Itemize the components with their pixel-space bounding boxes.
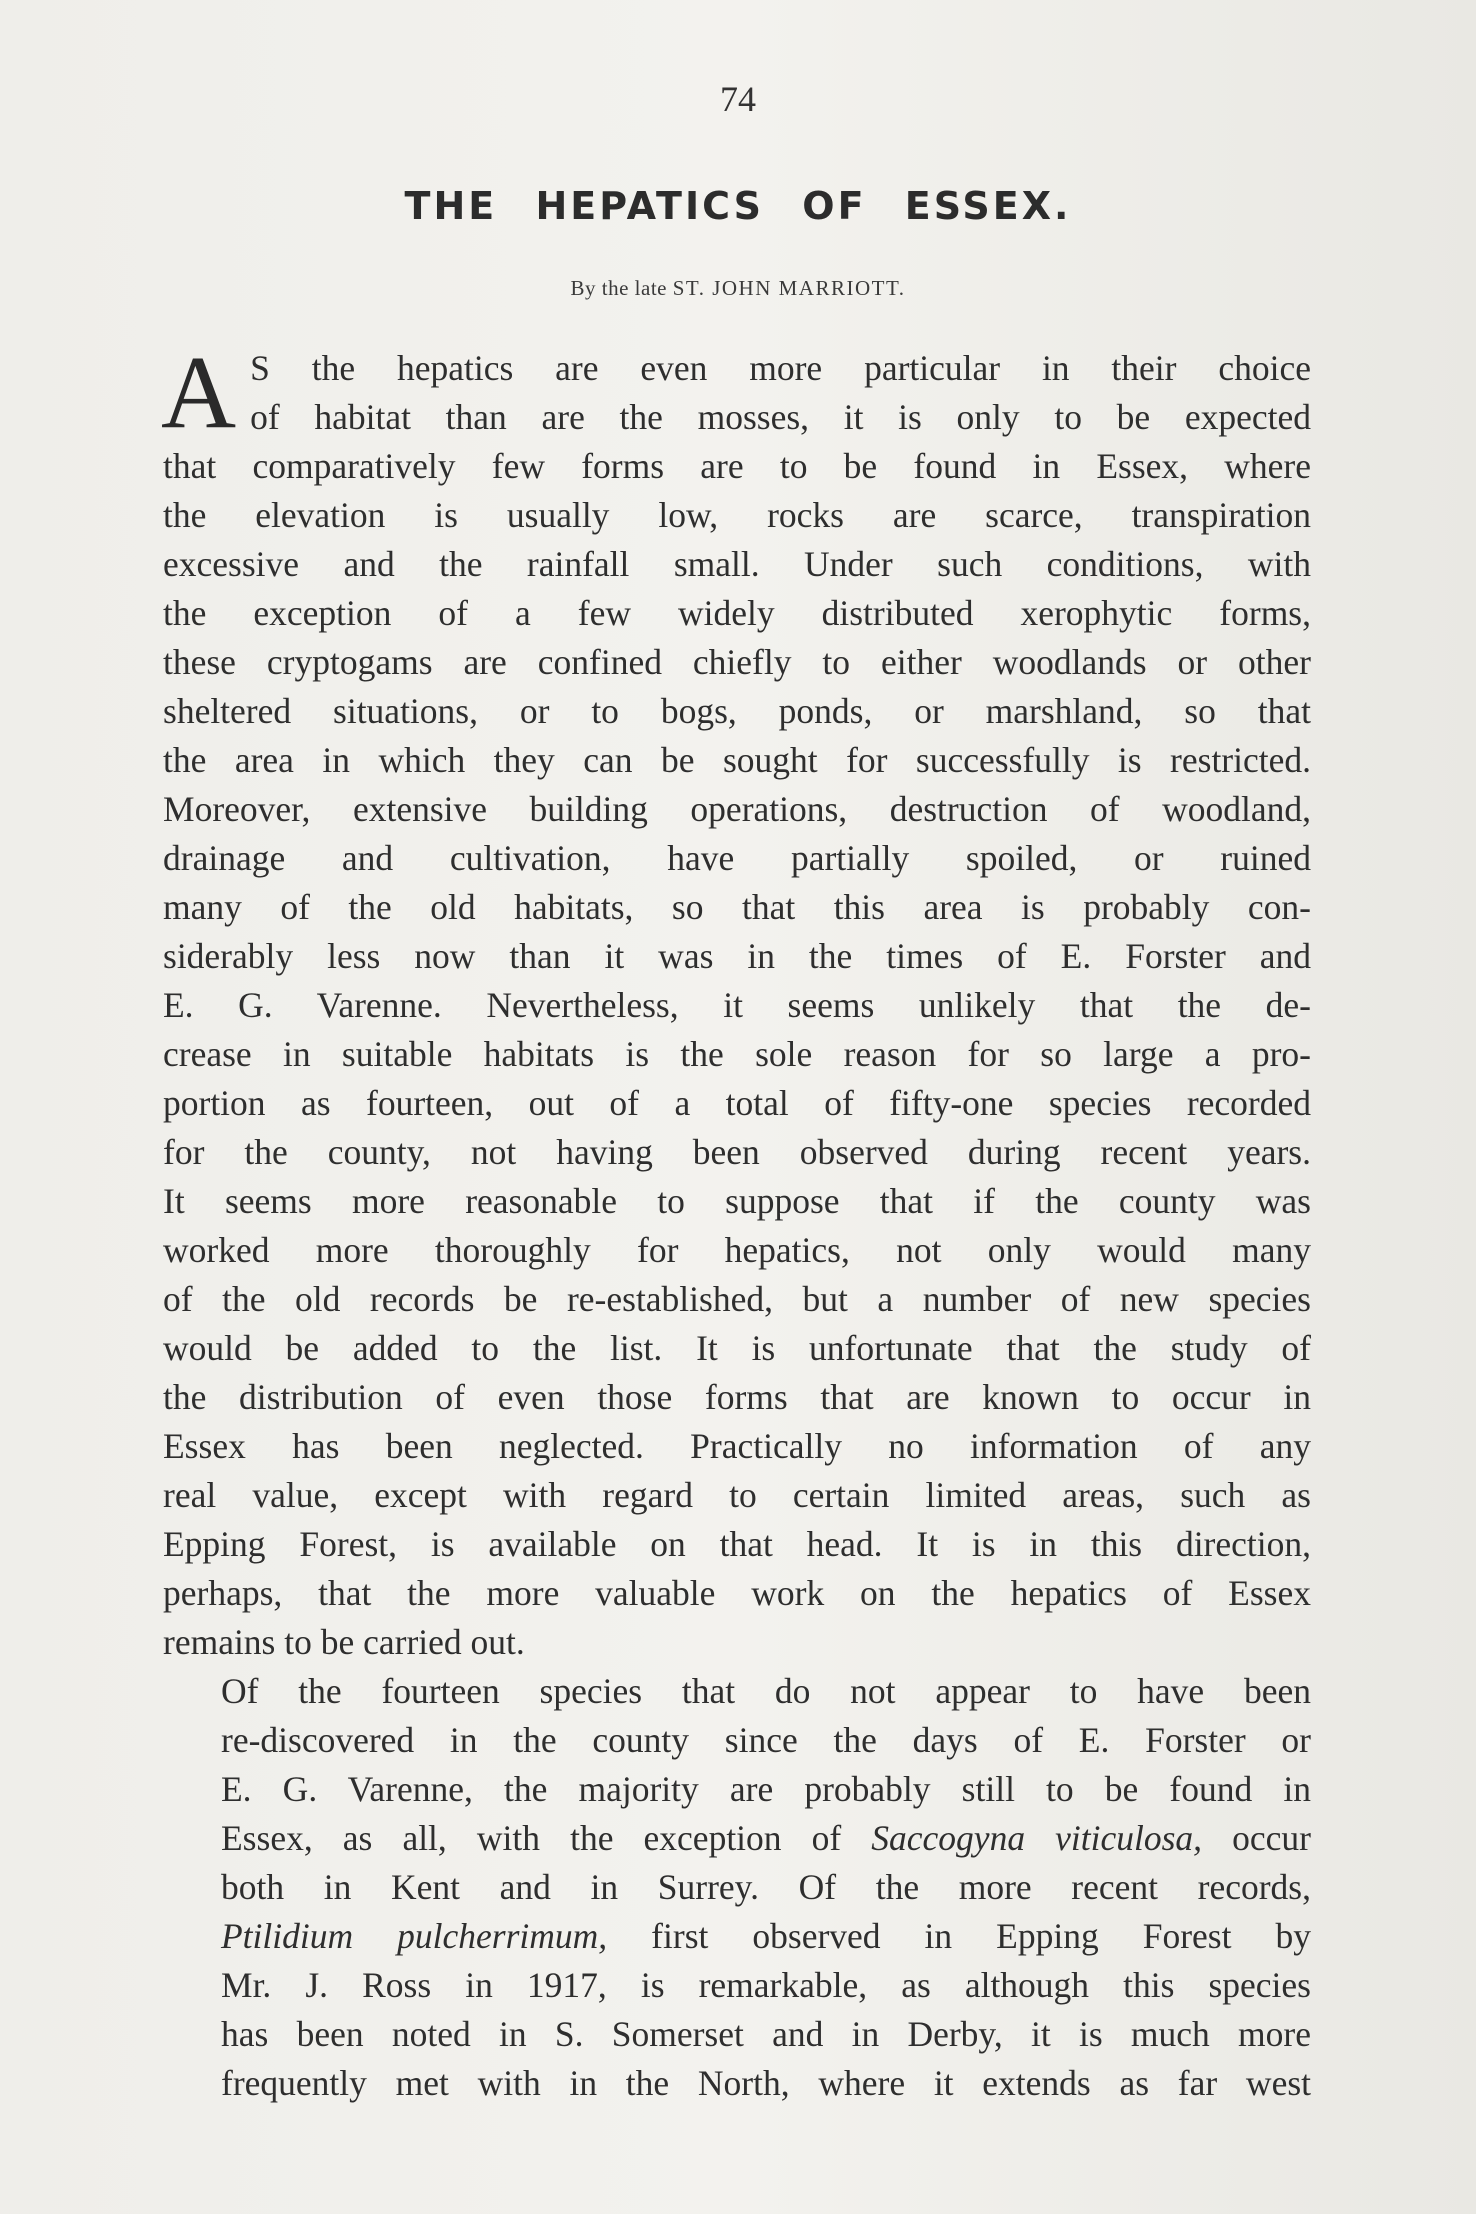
text-line: the exception of a few widely distributed xerophytic forms,: [163, 593, 1311, 633]
text-line: of habitat than are the mosses, it is only to be expected: [250, 397, 1311, 437]
article-title: THE HEPATICS OF ESSEX.: [404, 184, 1072, 228]
text-line: many of the old habitats, so that this area is probably con-: [163, 887, 1311, 927]
text-line: Epping Forest, is available on that head. It is in this direction,: [163, 1524, 1311, 1564]
text-line: that comparatively few forms are to be found in Essex, where: [163, 446, 1311, 486]
paragraph-1: [161, 335, 1311, 1667]
text-line: re-discovered in the county since the days of E. Forster or: [221, 1720, 1311, 1760]
article-body: [161, 335, 1311, 2108]
page-number: 74: [720, 79, 756, 119]
text-line: for the county, not having been observed during recent years.: [163, 1132, 1311, 1172]
text-line: drainage and cultivation, have partially spoiled, or ruined: [163, 838, 1311, 878]
text-run: occur: [1202, 1818, 1311, 1858]
text-line: sheltered situations, or to bogs, ponds, or marshland, so that: [163, 691, 1311, 731]
text-line: It seems more reasonable to suppose that if the county was: [163, 1181, 1311, 1221]
text-line: of the old records be re-established, but a number of new species: [163, 1279, 1311, 1319]
text-line: siderably less now than it was in the times of E. Forster and: [163, 936, 1311, 976]
text-line: Mr. J. Ross in 1917, is remarkable, as although this species: [221, 1965, 1311, 2005]
text-line: Of the fourteen species that do not appear to have been: [221, 1671, 1311, 1711]
text-line: remains to be carried out.: [163, 1622, 525, 1662]
text-line: would be added to the list. It is unfortunate that the study of: [163, 1328, 1311, 1368]
text-line: E. G. Varenne. Nevertheless, it seems unlikely that the de-: [163, 985, 1311, 1025]
text-line: perhaps, that the more valuable work on the hepatics of Essex: [163, 1573, 1311, 1613]
species-name: Ptilidium pulcherrimum,: [221, 1916, 608, 1956]
text-line: Essex has been neglected. Practically no information of any: [163, 1426, 1311, 1466]
text-line: worked more thoroughly for hepatics, not only would many: [163, 1230, 1311, 1270]
text-line: portion as fourteen, out of a total of fifty-one species recorded: [163, 1083, 1311, 1123]
text-line: the elevation is usually low, rocks are scarce, transpiration: [163, 495, 1311, 535]
text-line: S the hepatics are even more particular in their choice: [250, 348, 1311, 388]
paragraph-2: [163, 1667, 1311, 2108]
drop-cap: A: [161, 335, 237, 450]
text-run: Essex, as all, with the exception of: [221, 1818, 872, 1858]
text-line: the area in which they can be sought for successfully is restricted.: [163, 740, 1311, 780]
byline: [0, 276, 1476, 301]
text-run: first observed in Epping Forest by: [607, 1916, 1311, 1956]
text-line: has been noted in S. Somerset and in Derby, it is much more: [221, 2014, 1311, 2054]
text-line: E. G. Varenne, the majority are probably still to be found in: [221, 1769, 1311, 1809]
text-line: the distribution of even those forms that are known to occur in: [163, 1377, 1311, 1417]
text-line: [163, 1912, 1311, 1961]
text-line: frequently met with in the North, where it extends as far west: [221, 2063, 1311, 2103]
text-line: both in Kent and in Surrey. Of the more recent records,: [221, 1867, 1311, 1907]
text-line: real value, except with regard to certain limited areas, such as: [163, 1475, 1311, 1515]
text-line: these cryptogams are confined chiefly to either woodlands or other: [163, 642, 1311, 682]
text-line: Moreover, extensive building operations, destruction of woodland,: [163, 789, 1311, 829]
species-name: Saccogyna viticulosa,: [871, 1818, 1203, 1858]
byline-prefix: By the late: [570, 276, 667, 300]
text-line: crease in suitable habitats is the sole reason for so large a pro-: [163, 1034, 1311, 1074]
byline-author: ST. JOHN MARRIOTT.: [672, 276, 906, 300]
text-line: [163, 1814, 1311, 1863]
text-line: excessive and the rainfall small. Under such conditions, with: [163, 544, 1311, 584]
